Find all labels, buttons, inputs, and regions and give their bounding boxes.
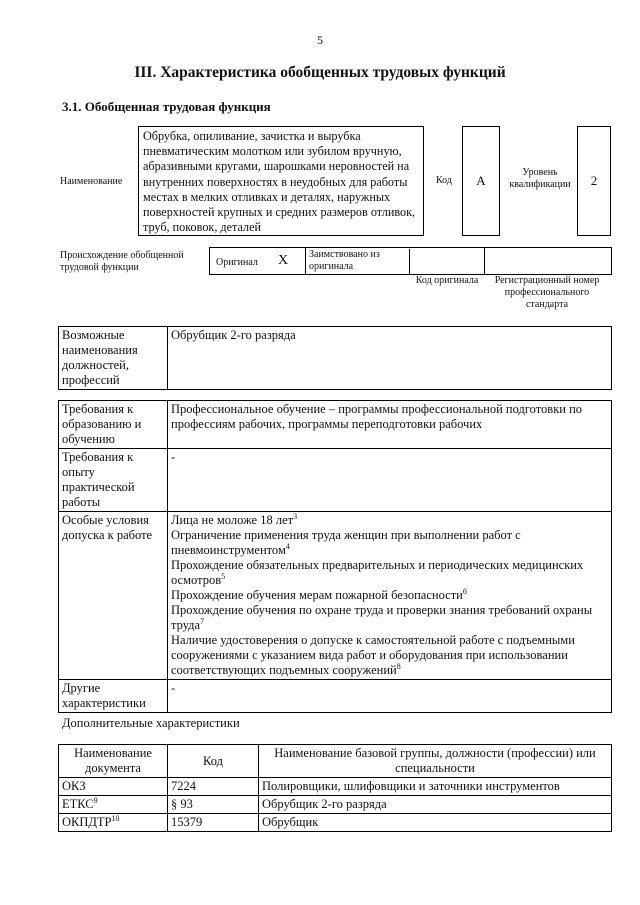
level-label: Уровень квалификации <box>509 167 571 190</box>
borrowed-label: Заимствовано из оригинала <box>306 249 410 275</box>
header-code: Код <box>168 745 259 778</box>
education-label: Требования к образованию и обучению <box>59 401 168 449</box>
experience-label: Требования к опыту практической работы <box>59 449 168 512</box>
level-value: 2 <box>577 126 611 236</box>
header-document: Наименование документа <box>59 745 168 778</box>
additional-table <box>58 744 612 832</box>
header-name: Наименование базовой группы, должности (профессии) или специальности <box>259 745 612 778</box>
special-condition-item: Наличие удостоверения о допуске к самостоятельной работе с подъемными сооружениями с указанием вида работ и оборудования при использовании соответствующих подъемных сооружений$^8$ <box>171 633 575 677</box>
row-name: Обрубщик <box>259 814 612 832</box>
row-doc: ЕТКС$^9$ <box>59 796 168 814</box>
row-code: 7224 <box>168 778 259 796</box>
origin-label: Происхождение обобщенной трудовой функции <box>60 250 184 273</box>
table-row <box>59 814 612 832</box>
original-code-caption: Код оригинала <box>415 275 479 286</box>
row-doc: ОКЗ <box>59 778 168 796</box>
original-code-cell <box>410 248 485 274</box>
education-value: Профессиональное обучение – программы профессиональной подготовки по профессиям рабочих, программы переподготовки рабочих <box>168 401 612 449</box>
special-condition-item: Прохождение обязательных предварительных и периодических медицинских осмотров$^5$ <box>171 558 584 587</box>
row-name: Полировщики, шлифовщики и заточники инструментов <box>259 778 612 796</box>
special-condition-item: Ограничение применения труда женщин при выполнении работ с пневмоинструментом$^4$ <box>171 528 521 557</box>
special-condition-item: Прохождение обучения по охране труда и проверки знания требований охраны труда$^7$ <box>171 603 593 632</box>
table-row <box>59 796 612 814</box>
code-value: A <box>462 126 500 236</box>
other-characteristics-label: Другие характеристики <box>59 680 168 713</box>
table-row <box>59 778 612 796</box>
special-condition-item: Лица не моложе 18 лет$^3$ <box>171 511 298 527</box>
section-title: III. Характеристика обобщенных трудовых функций <box>134 64 506 81</box>
original-label: Оригинал <box>216 257 258 268</box>
row-code: 15379 <box>168 814 259 832</box>
code-label: Код <box>436 175 452 186</box>
row-code: § 93 <box>168 796 259 814</box>
positions-label: Возможные наименования должностей, профессий <box>59 327 168 390</box>
reg-number-caption: Регистрационный номер профессионального стандарта <box>494 275 600 310</box>
experience-value: - <box>168 449 612 512</box>
origin-table <box>209 247 612 275</box>
function-name-label: Наименование <box>60 176 123 187</box>
positions-value: Обрубщик 2-го разряда <box>168 327 612 390</box>
requirements-table <box>58 400 612 713</box>
function-name-value: Обрубка, опиливание, зачистка и вырубка пневматическим молотком или зубилом вручную, абразивными кругами, шарошками неровностей на внутренних поверхностях в неудобных для работы местах в мелких отливках и деталях, наружных поверхностей крупных и средних размеров отливок, труб, поковок, деталей <box>138 126 424 236</box>
page-number: 5 <box>317 33 323 47</box>
other-characteristics-value: - <box>168 680 612 713</box>
special-conditions-label: Особые условия допуска к работе <box>59 512 168 680</box>
row-doc: ОКПДТР$^{10}$ <box>59 814 168 832</box>
special-conditions-value <box>168 512 612 680</box>
original-cell <box>210 248 306 274</box>
additional-title: Дополнительные характеристики <box>62 716 240 730</box>
subsection-title: 3.1. Обобщенная трудовая функция <box>62 99 271 114</box>
original-mark: X <box>278 253 289 268</box>
positions-table <box>58 326 612 390</box>
special-condition-item: Прохождение обучения мерам пожарной безопасности$^6$ <box>171 586 467 602</box>
row-name: Обрубщик 2-го разряда <box>259 796 612 814</box>
